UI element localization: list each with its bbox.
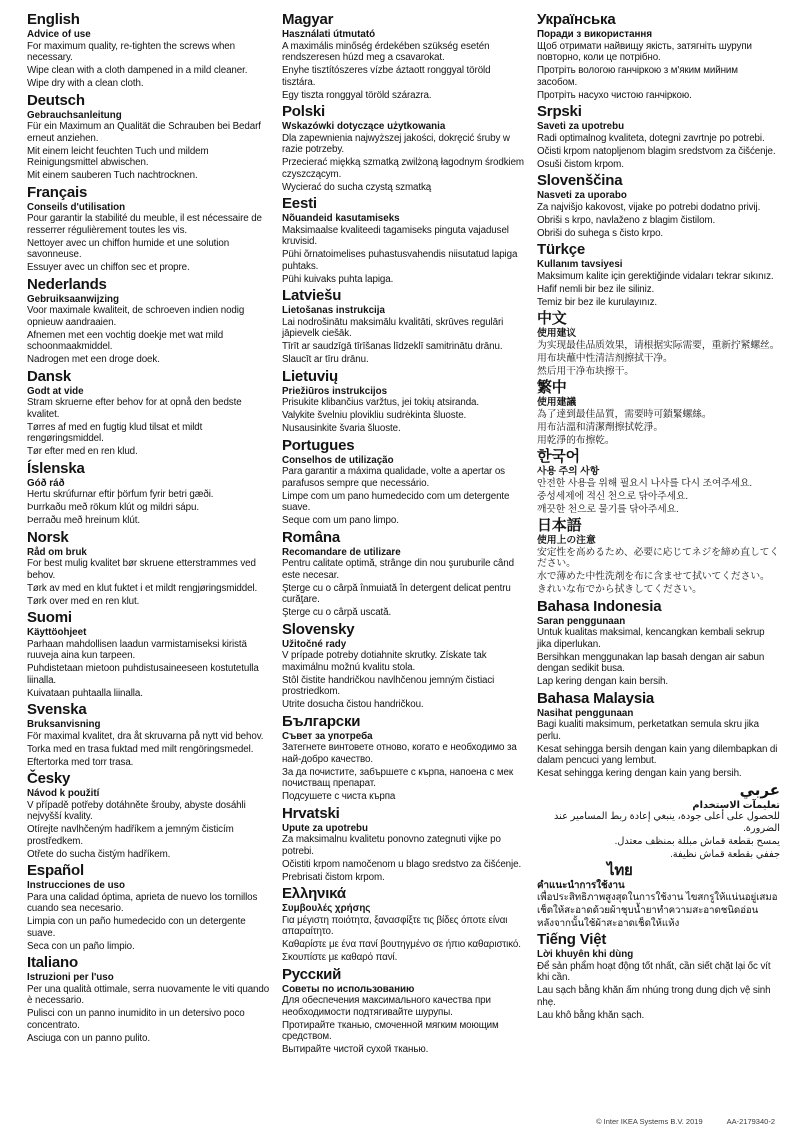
section-nederlands	[27, 277, 270, 366]
section-ellinika	[282, 886, 525, 964]
section-svenska	[27, 702, 270, 768]
section-chinese-simplified	[537, 311, 780, 377]
instruction-paragraph: Osuši čistom krpom.	[537, 158, 624, 170]
usage-subtitle: Conselhos de utilização	[282, 454, 394, 466]
instruction-paragraph: Egy tiszta ronggyal töröld szárazra.	[282, 89, 432, 101]
instruction-paragraph: Þerraðu með hreinum klút.	[27, 515, 140, 526]
instruction-paragraph: Şterge cu o cârpă înmuiată în detergent delicat pentru curăţare.	[282, 582, 511, 605]
section-hrvatski	[282, 806, 525, 884]
instruction-paragraph: Untuk kualitas maksimal, kencangkan kembali sekrup jika diperlukan.	[537, 627, 765, 650]
instruction-paragraph: Hertu skrúfurnar eftir þörfum fyrir betri gæði.	[27, 489, 214, 500]
section-tieng-viet	[537, 932, 780, 1021]
instruction-paragraph: Para garantir a máxima qualidade, volte a apertar os parafusos sempre que necessário.	[282, 466, 505, 489]
section-eesti	[282, 196, 525, 285]
usage-subtitle: Užitočné rady	[282, 638, 347, 650]
section-deutsch	[27, 93, 270, 182]
instruction-paragraph: Limpia con un paño humedecido con un detergente suave.	[27, 916, 246, 939]
instruction-paragraph: Asciuga con un panno pulito.	[27, 1032, 151, 1044]
instruction-paragraph: Подсушете с чиста кърпа	[282, 791, 396, 802]
instruction-paragraph: Za maksimalnu kvalitetu ponovno zategnuti vijke po potrebi.	[282, 834, 501, 857]
instruction-paragraph: Tørk over med en ren klut.	[27, 595, 140, 607]
section-arabic	[537, 783, 780, 861]
section-polski	[282, 104, 525, 193]
instruction-paragraph: Essuyer avec un chiffon sec et propre.	[27, 262, 190, 273]
section-english	[27, 12, 270, 90]
usage-subtitle: 사용 주의 사항	[537, 466, 600, 477]
instruction-paragraph: หลังจากนั้นใช้ผ้าสะอาดเช็ดให้แห้ง	[537, 917, 680, 929]
section-francais	[27, 185, 270, 274]
usage-subtitle: Nõuandeid kasutamiseks	[282, 213, 400, 224]
section-russkiy	[282, 967, 525, 1056]
instruction-paragraph: Протріть вологою ганчіркою з м'яким мийним засобом.	[537, 65, 738, 88]
language-title: 中文	[537, 310, 567, 327]
usage-subtitle: Käyttöohjeet	[27, 627, 87, 638]
instruction-paragraph: 用布块蘸中性清洁剂擦拭干净。	[537, 352, 673, 364]
column-2	[282, 12, 525, 1056]
section-korean	[537, 449, 780, 515]
usage-subtitle: Gebrauchsanleitung	[27, 109, 122, 121]
instruction-paragraph: Seque com um pano limpo.	[282, 515, 399, 526]
instruction-paragraph: 水で薄めた中性洗剤を布に含ませて拭いてください。	[537, 571, 770, 582]
instruction-paragraph: Tør efter med en ren klud.	[27, 446, 138, 457]
instruction-paragraph: Slaucīt ar tīru drānu.	[282, 354, 369, 365]
language-title: Dansk	[27, 367, 72, 385]
instruction-paragraph: 用乾淨的布擦乾。	[537, 434, 615, 446]
instruction-paragraph: A maximális minőség érdekében szükség esetén rendszeresen húzd meg a csavarokat.	[282, 40, 490, 63]
instruction-paragraph: V prípade potreby dotiahnite skrutky. Získate tak maximálnu možnú kvalitu stola.	[282, 650, 487, 673]
usage-subtitle: Συμβουλές χρήσης	[282, 903, 371, 914]
usage-subtitle: Priežiūros instrukcijos	[282, 385, 388, 397]
instruction-paragraph: Καθαρίστε με ένα πανί βουτηγμένο σε ήπιο καθαριστικό.	[282, 939, 521, 950]
instruction-paragraph: Voor maximale kwaliteit, de schroeven indien nodig opnieuw aandraaien.	[27, 305, 245, 328]
column-1	[27, 12, 270, 1056]
instruction-paragraph: Limpe com um pano humedecido com um detergente suave.	[282, 490, 510, 513]
instruction-paragraph: Afnemen met een vochtig doekje met wat mild schoonmaakmiddel.	[27, 329, 224, 352]
document-number: AA-2179340-2	[726, 1117, 775, 1126]
instruction-paragraph: Σκουπίστε με καθαρό πανί.	[282, 952, 398, 963]
usage-subtitle: Návod k použití	[27, 788, 100, 799]
instruction-paragraph: 安定性を高めるため、必要に応じてネジを締め直してください。	[537, 546, 780, 569]
instruction-paragraph: Za najvišjo kakovost, vijake po potrebi dodatno privij.	[537, 201, 761, 213]
instruction-paragraph: Obriši s krpo, navlaženo z blagim čistilom.	[537, 214, 716, 226]
instruction-paragraph: Kesat sehingga bersih dengan kain yang dilembapkan di dalam pencuci yang lembut.	[537, 743, 778, 766]
instruction-paragraph: 중성세제에 적신 천으로 닦아주세요.	[537, 490, 688, 502]
instruction-paragraph: 깨끗한 천으로 물기를 닦아주세요.	[537, 503, 679, 515]
instruction-paragraph: Torka med en trasa fuktad med milt rengöringsmedel.	[27, 743, 254, 755]
language-title: Hrvatski	[282, 804, 340, 822]
instruction-paragraph: جففي بقطعة قماش نظيفة.	[670, 848, 780, 860]
instruction-paragraph: Для обеспечения максимального качества при необходимости подтягивайте шурупы.	[282, 995, 491, 1018]
instruction-paragraph: 为实现最佳品质效果，请根据实际需要，重新拧紧螺丝。	[537, 339, 780, 351]
section-slovensky	[282, 622, 525, 711]
usage-subtitle: Godt at vide	[27, 385, 84, 397]
instruction-paragraph: Tørk av med en klut fuktet i et mildt rengjøringsmiddel.	[27, 582, 258, 594]
instruction-paragraph: Hafif nemli bir bez ile siliniz.	[537, 283, 655, 295]
usage-subtitle: Kullanım tavsiyesi	[537, 259, 623, 270]
language-title: Español	[27, 862, 84, 879]
instruction-paragraph: Mit einem leicht feuchten Tuch und mildem Reinigungsmittel abwischen.	[27, 145, 209, 168]
instruction-paragraph: きれいな布でから拭きしてください。	[537, 584, 702, 595]
instruction-paragraph: Pentru calitate optimă, strânge din nou şuruburile când este necesar.	[282, 558, 514, 581]
instruction-paragraph: Przecierać miękką szmatką zwilżoną łagodnym środkiem czyszczącym.	[282, 157, 524, 180]
section-suomi	[27, 610, 270, 699]
usage-subtitle: Istruzioni per l'uso	[27, 972, 114, 983]
usage-subtitle: Nasveti za uporabo	[537, 190, 627, 201]
usage-subtitle: Instrucciones de uso	[27, 880, 125, 891]
language-title: Româna	[282, 528, 340, 546]
section-japanese	[537, 518, 780, 596]
instruction-paragraph: Stram skruerne efter behov for at opnå den bedste kvalitet.	[27, 397, 242, 420]
instruction-paragraph: Očisti krpom natopljenom blagim sredstvom za čišćenje.	[537, 145, 776, 157]
usage-subtitle: Saran penggunaan	[537, 615, 626, 627]
language-title: Suomi	[27, 609, 72, 626]
language-title: Italiano	[27, 954, 78, 971]
language-title: Українська	[537, 11, 616, 28]
instruction-paragraph: Bagi kualiti maksimum, perketatkan semula skru jika perlu.	[537, 719, 759, 742]
language-title: ไทย	[607, 862, 633, 879]
usage-subtitle: 使用上の注意	[537, 535, 596, 546]
instruction-paragraph: Prisukite klibančius varžtus, jei tokių atsiranda.	[282, 397, 480, 408]
usage-subtitle: تعليمآت الاستخدام	[692, 799, 780, 811]
instruction-paragraph: Wipe dry with a clean cloth.	[27, 78, 144, 89]
column-3	[537, 12, 780, 1056]
language-title: Latviešu	[282, 287, 342, 304]
instruction-paragraph: Pühi õrnatoimelises puhastusvahendis niisutatud lapiga puhtaks.	[282, 249, 518, 272]
instruction-paragraph: V případě potřeby dotáhněte šrouby, abyste dosáhli nejvyšší kvality.	[27, 799, 246, 822]
instruction-paragraph: 안전한 사용을 위해 필요시 나사를 다시 조여주세요.	[537, 477, 752, 489]
language-title: 한국어	[537, 448, 580, 465]
instruction-paragraph: Radi optimalnog kvaliteta, dotegni zavrtnje po potrebi.	[537, 132, 765, 144]
instruction-paragraph: Otírejte navlhčeným hadříkem a jemným čisticím prostředkem.	[27, 824, 234, 847]
language-title: Bahasa Indonesia	[537, 597, 662, 615]
language-title: Nederlands	[27, 275, 107, 293]
instruction-paragraph: Вытирайте чистой сухой тканью.	[282, 1044, 429, 1055]
instruction-paragraph: Bersihkan menggunakan lap basah dengan air sabun dengan sedikit busa.	[537, 651, 765, 674]
instruction-paragraph: Für ein Maximum an Qualität die Schrauben bei Bedarf erneut anziehen.	[27, 121, 261, 144]
instruction-paragraph: เช็ดให้สะอาดด้วยผ้าชุบน้ำยาทำความสะอาดชนิดอ่อน	[537, 904, 759, 916]
instruction-paragraph: Протріть насухо чистою ганчіркою.	[537, 89, 692, 101]
instruction-paragraph: Lap kering dengan kain bersih.	[537, 676, 668, 687]
language-title: Eesti	[282, 195, 317, 212]
usage-subtitle: 使用建議	[537, 397, 577, 408]
language-title: 繁中	[537, 379, 567, 396]
instruction-paragraph: Затегнете винтовете отново, когато е необходимо за най-добро качество.	[282, 742, 517, 765]
usage-subtitle: 使用建议	[537, 328, 577, 339]
language-title: Portugues	[282, 436, 355, 454]
instruction-paragraph: Tørres af med en fugtig klud tilsat et mildt rengøringsmiddel.	[27, 421, 203, 444]
instruction-paragraph: Lai nodrošinātu maksimālu kvalitāti, skrūves regulāri jāpievelk ciešāk.	[282, 316, 504, 339]
language-title: Български	[282, 712, 361, 730]
instruction-paragraph: Þurrkaðu með rökum klút og mildri sápu.	[27, 502, 199, 513]
language-title: Français	[27, 183, 88, 201]
copyright-text: © Inter IKEA Systems B.V. 2019	[596, 1117, 703, 1126]
usage-subtitle: Használati útmutató	[282, 29, 376, 40]
instruction-paragraph: Enyhe tisztítószeres vízbe áztaott ronggyal töröld tisztára.	[282, 65, 491, 88]
instruction-paragraph: Nadrogen met een droge doek.	[27, 354, 160, 365]
instruction-paragraph: Eftertorka med torr trasa.	[27, 756, 134, 768]
usage-subtitle: Upute za upotrebu	[282, 822, 368, 834]
usage-subtitle: Gebruiksaanwijzing	[27, 293, 120, 305]
usage-subtitle: คำแนะนำการใช้งาน	[537, 880, 625, 891]
instruction-paragraph: For best mulig kvalitet bør skruene etterstrammes ved behov.	[27, 558, 256, 581]
instruction-paragraph: Pour garantir la stabilité du meuble, il est nécessaire de resserrer régulièrement toutes les vis.	[27, 213, 262, 236]
instruction-paragraph: Stôl čistite handričkou navlhčenou jemným čistiaci prostriedkom.	[282, 674, 495, 697]
instruction-paragraph: Maksimum kalite için gerektiğinde vidaları tekrar sıkınız.	[537, 270, 774, 282]
usage-subtitle: Lietošanas instrukcija	[282, 305, 385, 316]
language-title: Ελληνικά	[282, 885, 346, 902]
usage-subtitle: Góð ráð	[27, 477, 65, 489]
section-thai	[537, 863, 780, 929]
instruction-paragraph: Nettoyer avec un chiffon humide et une solution savonneuse.	[27, 237, 230, 260]
language-title: English	[27, 11, 80, 28]
usage-subtitle: Съвет за употреба	[282, 730, 373, 742]
language-title: Deutsch	[27, 91, 85, 109]
section-dansk	[27, 369, 270, 458]
section-bahasa-indonesia	[537, 599, 780, 688]
instruction-paragraph: Kesat sehingga kering dengan kain yang bersih.	[537, 768, 742, 779]
instruction-paragraph: Parhaan mahdollisen laadun varmistamiseksi kiristä ruuveja aina kun tarpeen.	[27, 638, 247, 661]
language-title: Tiếng Việt	[537, 931, 607, 948]
instruction-paragraph: للحصول على أعلى جودة، ينبغي إعادة ربط المسامير عند الضرورة.	[554, 811, 780, 834]
language-title: Polski	[282, 103, 325, 120]
instruction-paragraph: För maximal kvalitet, dra åt skruvarna på nytt vid behov.	[27, 730, 264, 742]
instruction-paragraph: Lau sạch bằng khăn ấm nhúng trong dung dịch vệ sinh nhẹ.	[537, 985, 771, 1008]
instruction-paragraph: Prebrisati čistom krpom.	[282, 871, 385, 883]
instruction-paragraph: Щоб отримати найвищу якість, затягніть шурупи повторно, коли це потрібно.	[537, 40, 752, 63]
instruction-paragraph: Valykite švelniu plovikliu sudrėkinta šluoste.	[282, 410, 467, 421]
language-title: Svenska	[27, 701, 87, 718]
instruction-paragraph: Mit einem sauberen Tuch nachtrocknen.	[27, 170, 198, 181]
section-latviesu	[282, 288, 525, 366]
section-magyar	[282, 12, 525, 101]
instruction-paragraph: Để sản phẩm hoạt động tốt nhất, cần siết chặt lại ốc vít khi cần.	[537, 960, 771, 983]
section-portugues	[282, 438, 525, 527]
language-title: Norsk	[27, 528, 69, 546]
usage-subtitle: Recomandare de utilizare	[282, 546, 401, 558]
usage-subtitle: Saveti za upotrebu	[537, 121, 625, 132]
usage-subtitle: Поради з використання	[537, 29, 653, 40]
section-bahasa-malaysia	[537, 691, 780, 780]
instruction-paragraph: 用布沾溫和清潔劑擦拭乾淨。	[537, 421, 664, 433]
usage-subtitle: Bruksanvisning	[27, 719, 101, 730]
instruction-paragraph: Para una calidad óptima, aprieta de nuevo los tornillos cuando sea necesario.	[27, 891, 258, 914]
section-slovenscina	[537, 173, 780, 239]
instruction-paragraph: Otřete do sucha čistým hadříkem.	[27, 848, 171, 860]
language-title: Srpski	[537, 103, 582, 120]
language-title: Magyar	[282, 11, 334, 28]
instruction-paragraph: Lau khô bằng khăn sạch.	[537, 1009, 645, 1021]
language-title: Русский	[282, 965, 342, 983]
usage-subtitle: Conseils d'utilisation	[27, 201, 126, 213]
instruction-paragraph: Wycierać do sucha czystą szmatką	[282, 181, 432, 193]
language-title: Türkçe	[537, 241, 585, 258]
language-title: Česky	[27, 770, 71, 787]
instruction-paragraph: 為了達到最佳品質，需要時可鎖緊螺絲。	[537, 408, 712, 420]
instruction-paragraph: Dla zapewnienia najwyższej jakości, dokręcić śruby w razie potrzeby.	[282, 132, 510, 155]
instruction-paragraph: Wipe clean with a cloth dampened in a mild cleaner.	[27, 65, 248, 76]
instruction-paragraph: Očistiti krpom namočenom u blago sredstvo za čišćenje.	[282, 858, 522, 870]
section-cesky	[27, 771, 270, 860]
instruction-paragraph: Pulisci con un panno inumidito in un detersivo poco concentrato.	[27, 1008, 245, 1031]
section-romana	[282, 530, 525, 619]
instruction-paragraph: Протирайте тканью, смоченной мягким моющим средством.	[282, 1019, 499, 1042]
section-ukrainska	[537, 12, 780, 101]
language-title: عربي	[739, 781, 780, 799]
usage-subtitle: Nasihat penggunaan	[537, 707, 634, 719]
instruction-paragraph: Per una qualità ottimale, serra nuovamente le viti quando è necessario.	[27, 983, 270, 1006]
instruction-paragraph: เพื่อประสิทธิภาพสูงสุดในการใช้งาน ไขสกรูให้แน่นอยู่เสมอ	[537, 891, 778, 903]
instruction-paragraph: For maximum quality, re-tighten the screws when necessary.	[27, 40, 236, 63]
usage-subtitle: Advice of use	[27, 29, 91, 40]
section-turkce	[537, 242, 780, 308]
section-norsk	[27, 530, 270, 608]
usage-subtitle: Wskazówki dotyczące użytkowania	[282, 121, 446, 132]
language-title: Slovensky	[282, 620, 355, 638]
usage-subtitle: Советы по использованию	[282, 983, 415, 995]
instruction-paragraph: Utrite dosucha čistou handričkou.	[282, 699, 424, 710]
section-lietuviu	[282, 369, 525, 435]
language-title: Lietuvių	[282, 367, 338, 385]
instruction-paragraph: Seca con un paño limpio.	[27, 940, 135, 952]
instruction-paragraph: Puhdistetaan mietoon puhdistusaineeseen kostutetulla liinalla.	[27, 663, 259, 686]
usage-subtitle: Råd om bruk	[27, 546, 87, 558]
instruction-paragraph: Για μέγιστη ποιότητα, ξανασφίξτε τις βίδες όποτε είναι απαραίτητο.	[282, 914, 508, 937]
instruction-paragraph: За да почистите, забършете с кърпа, напоена с мек почистващ препарат.	[282, 766, 514, 789]
instruction-paragraph: Kuivataan puhtaalla liinalla.	[27, 687, 143, 699]
instruction-paragraph: Tīrīt ar saudzīgā tīrīšanas līdzeklī samitrinātu drānu.	[282, 341, 503, 352]
language-title: 日本語	[537, 517, 582, 534]
section-bulgarski	[282, 714, 525, 803]
instruction-paragraph: Pühi kuivaks puhta lapiga.	[282, 273, 394, 285]
section-chinese-traditional	[537, 380, 780, 446]
language-title: Slovenščina	[537, 172, 623, 189]
section-srpski	[537, 104, 780, 170]
language-title: Bahasa Malaysia	[537, 689, 655, 707]
instruction-paragraph: Temiz bir bez ile kurulayınız.	[537, 296, 658, 308]
section-italiano	[27, 955, 270, 1044]
instruction-paragraph: 然后用干净布块擦干。	[537, 365, 634, 377]
instruction-paragraph: Nusausinkite švaria šluoste.	[282, 423, 401, 434]
instruction-paragraph: يمسح بقطعة قماش مبللة بمنظف معتدل.	[614, 835, 780, 847]
instruction-paragraph: Maksimaalse kvaliteedi tagamiseks pinguta vajadusel kruvisid.	[282, 224, 509, 247]
instruction-paragraph: Şterge cu o cârpă uscată.	[282, 607, 392, 618]
section-islenska	[27, 461, 270, 527]
instruction-paragraph: Obriši do suhega s čisto krpo.	[537, 227, 664, 239]
section-espanol	[27, 863, 270, 952]
usage-subtitle: Lời khuyên khi dùng	[537, 949, 634, 960]
columns	[27, 12, 780, 1056]
page-footer	[596, 1117, 775, 1126]
language-title: Íslenska	[27, 459, 85, 477]
